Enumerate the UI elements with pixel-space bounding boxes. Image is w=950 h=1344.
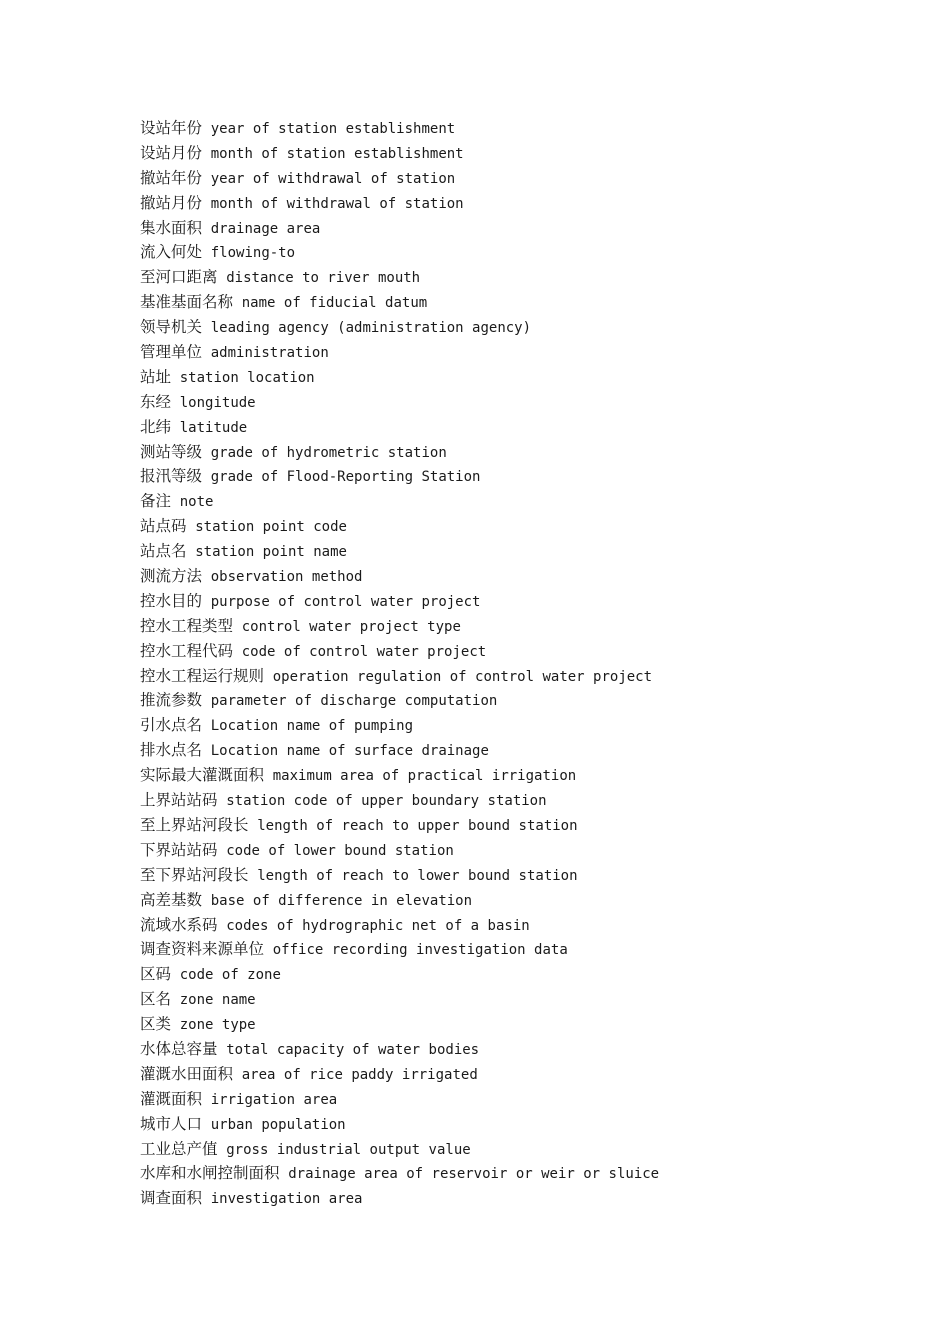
- term-chinese: 实际最大灌溉面积: [140, 766, 265, 785]
- term-chinese: 推流参数: [140, 691, 203, 710]
- term-chinese: 下界站站码: [140, 840, 218, 859]
- term-english: total capacity of water bodies: [226, 1041, 480, 1058]
- term-english: Location name of pumping: [210, 718, 414, 735]
- glossary-list: [140, 116, 920, 1211]
- term-chinese: 基准基面名称: [140, 293, 234, 312]
- list-item: [140, 315, 920, 340]
- list-item: [140, 763, 920, 788]
- list-item: [140, 888, 920, 913]
- term-chinese: 设站月份: [140, 143, 203, 162]
- list-item: [140, 813, 920, 838]
- list-item: [140, 340, 920, 365]
- term-english: administration: [210, 345, 329, 362]
- term-english: drainage area of reservoir or weir or sluice: [288, 1166, 660, 1183]
- list-item: [140, 489, 920, 514]
- term-english: office recording investigation data: [272, 942, 568, 959]
- term-english: note: [179, 494, 214, 511]
- term-english: control water project type: [241, 618, 461, 635]
- term-english: station point name: [195, 544, 347, 561]
- term-chinese: 区类: [140, 1015, 172, 1034]
- term-english: code of zone: [179, 967, 281, 984]
- list-item: [140, 639, 920, 664]
- list-item: [140, 863, 920, 888]
- term-english: gross industrial output value: [226, 1141, 471, 1158]
- list-item: [140, 713, 920, 738]
- list-item: [140, 464, 920, 489]
- term-chinese: 管理单位: [140, 343, 203, 362]
- term-english: grade of Flood-Reporting Station: [210, 469, 481, 486]
- list-item: [140, 191, 920, 216]
- term-chinese: 调查面积: [140, 1189, 203, 1208]
- term-chinese: 区码: [140, 965, 172, 984]
- list-item: [140, 240, 920, 265]
- term-chinese: 控水工程代码: [140, 641, 234, 660]
- term-chinese: 控水目的: [140, 591, 203, 610]
- list-item: [140, 1062, 920, 1087]
- list-item: [140, 987, 920, 1012]
- list-item: [140, 589, 920, 614]
- term-chinese: 水库和水闸控制面积: [140, 1164, 280, 1183]
- term-chinese: 至河口距离: [140, 268, 218, 287]
- term-english: observation method: [210, 569, 363, 586]
- list-item: [140, 1161, 920, 1186]
- term-english: maximum area of practical irrigation: [272, 768, 577, 785]
- list-item: [140, 539, 920, 564]
- list-item: [140, 913, 920, 938]
- term-chinese: 灌溉面积: [140, 1089, 203, 1108]
- term-english: zone name: [179, 992, 256, 1009]
- term-english: grade of hydrometric station: [210, 444, 447, 461]
- term-chinese: 备注: [140, 492, 172, 511]
- term-english: station location: [179, 369, 315, 386]
- list-item: [140, 415, 920, 440]
- term-english: irrigation area: [210, 1091, 338, 1108]
- term-english: station point code: [195, 519, 347, 536]
- term-english: flowing-to: [210, 245, 296, 262]
- list-item: [140, 738, 920, 763]
- term-english: longitude: [179, 394, 256, 411]
- list-item: [140, 390, 920, 415]
- list-item: [140, 166, 920, 191]
- list-item: [140, 290, 920, 315]
- term-english: year of station establishment: [210, 121, 456, 137]
- term-chinese: 至下界站河段长: [140, 865, 249, 884]
- term-english: drainage area: [210, 220, 321, 237]
- list-item: [140, 1112, 920, 1137]
- list-item: [140, 788, 920, 813]
- term-chinese: 区名: [140, 990, 172, 1009]
- term-english: latitude: [179, 419, 248, 436]
- term-chinese: 调查资料来源单位: [140, 940, 265, 959]
- term-chinese: 灌溉水田面积: [140, 1064, 234, 1083]
- term-chinese: 流域水系码: [140, 915, 218, 934]
- term-chinese: 水体总容量: [140, 1039, 218, 1058]
- term-english: area of rice paddy irrigated: [241, 1066, 478, 1083]
- term-chinese: 撤站年份: [140, 168, 203, 187]
- term-english: codes of hydrographic net of a basin: [226, 917, 530, 934]
- list-item: [140, 216, 920, 241]
- term-english: Location name of surface drainage: [210, 743, 489, 760]
- term-chinese: 站点名: [140, 542, 187, 561]
- term-chinese: 至上界站河段长: [140, 815, 249, 834]
- list-item: [140, 365, 920, 390]
- list-item: [140, 688, 920, 713]
- list-item: [140, 937, 920, 962]
- term-chinese: 控水工程运行规则: [140, 666, 265, 685]
- list-item: [140, 664, 920, 689]
- term-chinese: 北纬: [140, 417, 172, 436]
- list-item: [140, 1012, 920, 1037]
- list-item: [140, 440, 920, 465]
- list-item: [140, 116, 920, 141]
- term-english: code of control water project: [241, 643, 487, 660]
- list-item: [140, 1037, 920, 1062]
- term-english: name of fiducial datum: [241, 295, 428, 312]
- term-chinese: 集水面积: [140, 218, 203, 237]
- term-chinese: 设站年份: [140, 119, 203, 137]
- term-chinese: 引水点名: [140, 716, 203, 735]
- list-item: [140, 962, 920, 987]
- list-item: [140, 141, 920, 166]
- term-chinese: 上界站站码: [140, 791, 218, 810]
- term-english: parameter of discharge computation: [210, 693, 498, 710]
- term-chinese: 测站等级: [140, 442, 203, 461]
- list-item: [140, 614, 920, 639]
- list-item: [140, 265, 920, 290]
- term-english: length of reach to lower bound station: [257, 867, 578, 884]
- list-item: [140, 838, 920, 863]
- term-english: length of reach to upper bound station: [257, 817, 578, 834]
- term-chinese: 测流方法: [140, 567, 203, 586]
- list-item: [140, 1137, 920, 1162]
- term-chinese: 工业总产值: [140, 1139, 218, 1158]
- term-chinese: 控水工程类型: [140, 616, 234, 635]
- term-chinese: 高差基数: [140, 890, 203, 909]
- term-english: base of difference in elevation: [210, 892, 473, 909]
- term-english: leading agency (administration agency): [210, 320, 532, 337]
- term-chinese: 城市人口: [140, 1114, 203, 1133]
- term-english: distance to river mouth: [226, 270, 421, 287]
- term-english: station code of upper boundary station: [226, 793, 547, 810]
- term-chinese: 领导机关: [140, 318, 203, 337]
- term-chinese: 流入何处: [140, 243, 203, 262]
- term-english: purpose of control water project: [210, 593, 481, 610]
- term-english: investigation area: [210, 1191, 363, 1208]
- term-english: zone type: [179, 1017, 256, 1034]
- term-chinese: 报汛等级: [140, 467, 203, 486]
- term-english: code of lower bound station: [226, 842, 454, 859]
- term-chinese: 站址: [140, 367, 172, 386]
- term-english: urban population: [210, 1116, 346, 1133]
- term-english: operation regulation of control water project: [272, 668, 653, 685]
- list-item: [140, 564, 920, 589]
- term-chinese: 排水点名: [140, 741, 203, 760]
- list-item: [140, 514, 920, 539]
- term-chinese: 撤站月份: [140, 193, 203, 212]
- term-english: month of withdrawal of station: [210, 195, 464, 212]
- term-english: year of withdrawal of station: [210, 170, 456, 187]
- term-english: month of station establishment: [210, 145, 464, 162]
- term-chinese: 东经: [140, 392, 172, 411]
- list-item: [140, 1087, 920, 1112]
- term-chinese: 站点码: [140, 517, 187, 536]
- list-item: [140, 1186, 920, 1211]
